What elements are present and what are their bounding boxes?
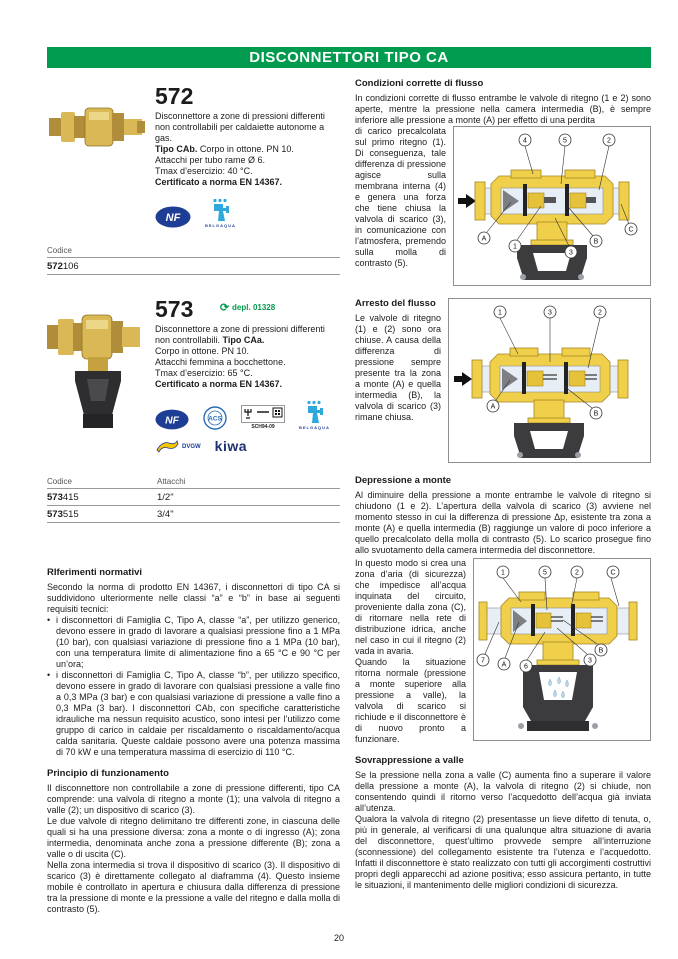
kiwa-logo: kiwa: [214, 438, 248, 454]
svg-text:3: 3: [548, 309, 552, 317]
svg-text:B: B: [593, 410, 599, 418]
diagram-correct-flow: [453, 126, 651, 286]
svg-text:B: B: [598, 647, 604, 655]
svg-text:B: B: [593, 238, 599, 246]
certification-logos-573-row2: [155, 438, 340, 454]
svg-text:A: A: [501, 661, 507, 669]
svg-text:1: 1: [501, 569, 505, 577]
certification-logos-573-row1: [155, 400, 340, 430]
svg-text:7: 7: [481, 657, 485, 665]
svg-text:C: C: [610, 569, 616, 577]
svg-text:C: C: [628, 226, 634, 234]
section-heading: Depressione a monte: [355, 475, 452, 486]
section-condizioni-flusso: [355, 78, 651, 288]
certification-logos-572: [155, 198, 340, 228]
green-depliant-icon: ⟳: [219, 302, 230, 314]
svg-text:3: 3: [569, 249, 573, 257]
section-heading: Principio di funzionamento: [47, 768, 169, 779]
norms-bullets: [47, 615, 340, 758]
page-number: 20: [333, 933, 344, 943]
s4-paragraph: Qualora la valvola di ritegno (2) presentasse un lieve difetto di tenuta, o, più in generale, al verificarsi di una qualunque altra situazione di avaria del disconnettore, quest’ultimo provvede sempre all’interruzione (sconnessione) del collegamento esistente tra l’utenza e l’acquedotto. Infatti il disconnettore è stato realizzato con tutti gli accorgimenti costruttivi propri degli apparecchi ad azione positiva; esso assicura pertanto, in tutte le situazioni, il mantenimento delle migliori condizioni di sicurezza.: [355, 814, 651, 890]
principle-paragraph: Le due valvole di ritegno delimitano tre differenti zone, in ciascuna delle quali si ha una pressione diversa: zona a monte o di ingresso (A); zona intermedia, denominata anche zona a pressione differente (B); zona a valle o di uscita (C).: [47, 816, 340, 859]
table-row: 573415 1/2": [47, 489, 340, 506]
col-codice: Codice: [47, 244, 340, 258]
product-572-photo: [47, 96, 147, 156]
svg-text:3: 3: [588, 657, 592, 665]
product-573: [47, 297, 340, 469]
section-sovrappressione-valle: [355, 755, 651, 891]
belgaqua-logo: BELGAQUA: [205, 198, 236, 228]
svg-text:5: 5: [563, 137, 567, 145]
belgaqua-logo: BELGAQUA: [299, 400, 330, 430]
product-cert: Certificato a norma EN 14367.: [155, 177, 283, 187]
page-title: DISCONNETTORI TIPO CA: [249, 49, 449, 66]
norms-bullet: • i disconnettori di Famiglia C, Tipo A, classe “a”, per utilizzo generico, devono essere in grado di lavorare a qualsiasi pressione fino a 1 MPa (10 bar), con qualsiasi variazione di pressione fino a 1 MPa (10 bar), con una temperatura limite di alimentazione fino a 65 °C e 90 °C per un’ora;: [47, 615, 340, 670]
svg-text:1: 1: [513, 243, 517, 251]
dvgw-logo: DVGW: [155, 440, 201, 454]
table-row: 573515 3/4": [47, 506, 340, 523]
svgw-stamp-logo: [241, 405, 285, 430]
svg-text:2: 2: [598, 309, 602, 317]
codice-table-573: [47, 475, 340, 523]
diagram-upstream-depression: [473, 558, 651, 741]
s1-intro: In condizioni corrette di flusso entrambe le valvole di ritegno (1 e 2) sono aperte, mentre la pressione nella camera intermedia (B), è sempre inferiore alle pressione a monte (A) per effetto di una perdita: [355, 93, 651, 125]
product-number: 572: [155, 83, 194, 109]
nf-logo: [155, 206, 191, 228]
section-heading: RIferimenti normativi: [47, 567, 143, 578]
product-cert: Certificato a norma EN 14367.: [155, 379, 283, 389]
section-arresto-flusso: [355, 298, 651, 465]
acs-logo: [203, 406, 227, 430]
section-principio: [47, 768, 340, 915]
section-heading: Sovrappressione a valle: [355, 755, 464, 766]
svg-text:1: 1: [498, 309, 502, 317]
svg-text:NF: NF: [165, 415, 179, 427]
svg-text:A: A: [481, 235, 487, 243]
col-codice: Codice: [47, 475, 157, 489]
norms-bullet: • i disconnettori di Famiglia C, Tipo A, classe “b”, per utilizzo specifico, devono essere in grado di lavorare con qualsiasi pressione a valle fino a 0,3 MPa (3 bar) e con qualsiasi variazione di pressione a valle fino a 0,3 MPa (3 bar). I disconnettori CAb, con specifiche caratteristiche idrauliche ma nessun requisito acustico, sono intesi per l’utilizzo come gruppo di carico in caldaie per riscaldamento o riscaldamento/acqua calda sanitaria. Queste caldaie possono avere una potenza massima di 70 kW e una temperatura massima di esercizio di 110 °C.: [47, 670, 340, 758]
svg-text:5: 5: [543, 569, 547, 577]
depliant-badge: ⟳ depl. 01328: [219, 302, 276, 314]
product-573-photo: [47, 303, 147, 433]
diagram-flow-stop: [448, 298, 651, 463]
product-572: [47, 84, 340, 244]
section-heading: Condizioni corrette di flusso: [355, 78, 484, 89]
section-heading: Arresto del flusso: [355, 298, 436, 309]
svg-text:2: 2: [607, 137, 611, 145]
product-number: 573: [155, 296, 194, 322]
product-type: Tipo CAb. Corpo in ottone. PN 10.: [155, 144, 294, 154]
svg-text:ACS: ACS: [208, 415, 222, 423]
page-header-bar: [47, 47, 651, 68]
s1-wrap-text: di carico precalcolata sul primo ritegno (1). Di conseguenza, tale differenza di pressione agisce sulla membrana interna (4) e genera una forza che tiene chiusa la valvola di scarico (3), in comunicazione con l’atmosfera, premendo sulla molla di contrasto (5).: [355, 126, 446, 268]
svg-text:2: 2: [575, 569, 579, 577]
principle-paragraph: Il disconnettore non controllabile a zone di pressione differenti, tipo CA comprende: una valvola di ritegno a monte (1); una valvola di ritegno a valle (2); un dispositivo di scarico (3).: [47, 783, 340, 815]
svg-text:A: A: [490, 403, 496, 411]
product-attacchi: Attacchi femmina a bocchettone.: [155, 357, 286, 367]
codice-table-572: [47, 244, 340, 275]
s3-intro: Al diminuire della pressione a monte entrambe le valvole di ritegno si chiudono (1 e 2). L’apertura della valvola di scarico (3) avviene nel momento stesso in cui la differenza di pressione Δp, esistente tra zona a monte (A) e quella intermedia (B) raggiunge un valore di poco inferiore a quello precalcolato della molla di contrasto (5). Lo scarico prosegue fino allo svuotamento della camera intermedia del disconnettore.: [355, 490, 651, 555]
section-riferimenti-normativi: [47, 567, 340, 758]
product-body: Corpo in ottone. PN 10.: [155, 346, 250, 356]
product-tmax: Tmax d’esercizio: 40 °C.: [155, 166, 253, 176]
table-row: 572106: [47, 258, 340, 275]
s2-text: Le valvole di ritegno (1) e (2) sono ora chiuse. A causa della differenza di pressione sempre presente tra la zona a monte (A) e quella intermedia (B), la valvola di scarico (3) rimane chiusa.: [355, 313, 441, 422]
product-tmax: Tmax d’esercizio: 65 °C.: [155, 368, 253, 378]
s3-wrap-text-2: Quando la situazione ritorna normale (pressione a monte superiore alla pressione a valle), la valvola di scarico si richiude e il disconnettore è di nuovo pronto a funzionare.: [355, 657, 466, 744]
right-column: [355, 78, 651, 901]
norms-intro: Secondo la norma di prodotto EN 14367, i disconnettori di tipo CA si suddividono ulteriormente nelle classi “a” e “b” in base ai seguenti requisiti tecnici:: [47, 582, 340, 614]
left-column: [47, 84, 340, 925]
stamp-code: SCH94-09: [251, 424, 275, 430]
product-desc: Disconnettore a zone di pressioni differenti non controllabili per caldaiette autonome a gas.: [155, 111, 325, 143]
principle-paragraph: Nella zona intermedia si trova il dispositivo di scarico (3). Il dispositivo di scarico (3) è direttamente collegato al diaframma (4). Questo insieme mobile è controllato in apertura e chiusura dalla differenza di pressione tra la pressione di monte e la pressione a valle del ritegno e dalla molla di contrasto (5).: [47, 860, 340, 914]
product-attacchi: Attacchi per tubo rame Ø 6.: [155, 155, 266, 165]
section-depressione-monte: [355, 475, 651, 745]
col-attacchi: Attacchi: [157, 475, 340, 489]
svg-text:4: 4: [523, 137, 527, 145]
s4-paragraph: Se la pressione nella zona a valle (C) aumenta fino a superare il valore della pressione a monte (A), la valvola di ritegno (2) si chiude, non consentendo quindi il ritorno verso l’acquedotto dell’acqua già inviata all’utenza.: [355, 770, 651, 813]
svg-text:6: 6: [524, 663, 528, 671]
s3-wrap-text-1: In questo modo si crea una zona d’aria (di sicurezza) che impedisce all’acqua inquinata del circuito, proveniente dalla zona (C), di ritornare nella rete di distribuzione idrica, anche nel caso in cui il ritegno (2) vada in avaria.: [355, 558, 466, 656]
product-desc: Disconnettore a zone di pressioni differenti non controllabili. Tipo CAa.: [155, 324, 325, 345]
nf-logo: [155, 409, 189, 430]
svg-text:NF: NF: [165, 212, 181, 224]
